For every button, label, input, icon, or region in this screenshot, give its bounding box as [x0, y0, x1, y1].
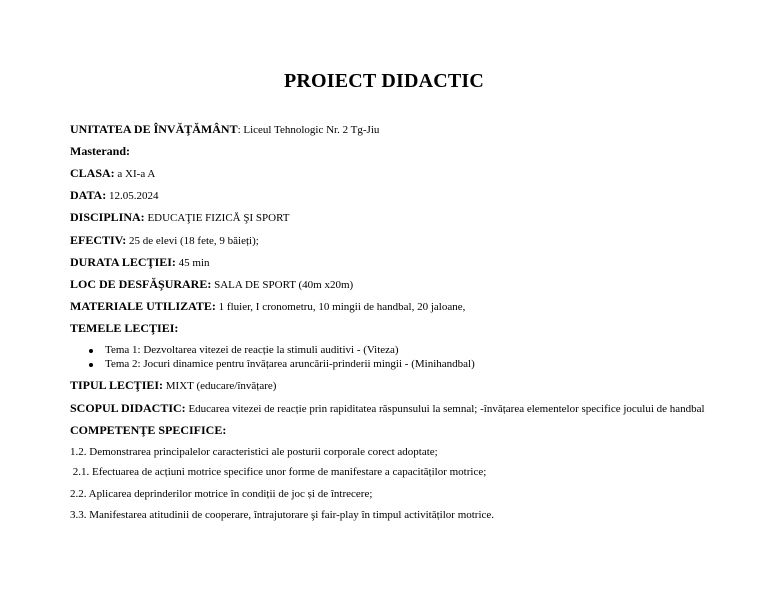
field-value: 12.05.2024: [106, 190, 159, 202]
field-loc: [70, 277, 353, 292]
document-title: PROIECT DIDACTIC: [283, 70, 485, 92]
field-value: EDUCAŢIE FIZICĂ ŞI SPORT: [144, 212, 290, 224]
field-label: LOC DE DESFĂŞURARE:: [70, 277, 212, 291]
competenta-item: 2.1. Efectuarea de acțiuni motrice specifice unor forme de manifestare a capacităților motrice;: [70, 466, 487, 478]
competenta-item: 3.3. Manifestarea atitudinii de cooperare, întrajutorare şi fair-play în timpul activităților motrice.: [70, 509, 495, 521]
field-teme: [70, 321, 178, 336]
bullet-icon: [89, 363, 93, 367]
field-value: 1 fluier, I cronometru, 10 mingii de handbal, 20 jaloane,: [215, 301, 466, 313]
list-item-text: Tema 1: Dezvoltarea vitezei de reacție la stimuli auditivi - (Viteza): [105, 344, 399, 356]
field-scopul: [70, 401, 705, 416]
field-disciplina: [70, 210, 289, 225]
field-value: 25 de elevi (18 fete, 9 băieți);: [126, 235, 259, 247]
field-efectiv: [70, 233, 259, 248]
field-label: COMPETENŢE SPECIFICE:: [70, 423, 227, 437]
field-label: DISCIPLINA:: [70, 210, 145, 224]
list-item: [70, 344, 475, 358]
field-label: DURATA LECŢIEI:: [70, 255, 176, 269]
competenta-item: 1.2. Demonstrarea principalelor caracteristici ale posturii corporale corect adoptate;: [70, 446, 438, 458]
field-value: a XI-a A: [114, 168, 156, 180]
list-item-text: Tema 2: Jocuri dinamice pentru învățarea aruncării-prinderii mingii - (Minihandbal): [105, 357, 475, 370]
field-label: DATA:: [70, 188, 107, 202]
field-label: TIPUL LECŢIEI:: [70, 378, 164, 392]
field-label: TEMELE LECŢIEI:: [70, 321, 179, 335]
field-data: [70, 188, 158, 203]
field-label: MATERIALE UTILIZATE:: [70, 299, 216, 313]
competenta-item: 2.2. Aplicarea deprinderilor motrice în condiții de joc și de întrecere;: [70, 488, 373, 500]
field-unitatea: [70, 122, 379, 137]
field-competente: [70, 423, 226, 438]
bullet-icon: [89, 349, 93, 353]
field-value: 45 min: [175, 257, 210, 269]
teme-list: [70, 344, 475, 371]
field-value: SALA DE SPORT (40m x20m): [211, 279, 354, 291]
field-masterand: [70, 144, 130, 159]
field-value: : Liceul Tehnologic Nr. 2 Tg-Jiu: [237, 124, 380, 136]
field-materiale: [70, 299, 465, 314]
field-durata: [70, 255, 210, 270]
field-label: UNITATEA DE ÎNVĂŢĂMÂNT: [70, 122, 238, 136]
field-value: MIXT (educare/învățare): [163, 380, 277, 392]
field-label: SCOPUL DIDACTIC:: [70, 401, 186, 415]
field-label: CLASA:: [70, 166, 115, 180]
field-label: Masterand:: [70, 144, 130, 158]
field-tipul: [70, 378, 276, 393]
field-label: EFECTIV:: [70, 233, 127, 247]
field-clasa: [70, 166, 155, 181]
field-value: Educarea vitezei de reacție prin rapiditatea răspunsului la semnal; -învățarea elementelor specifice jocului de handbal: [185, 403, 705, 415]
list-item: [70, 358, 475, 372]
